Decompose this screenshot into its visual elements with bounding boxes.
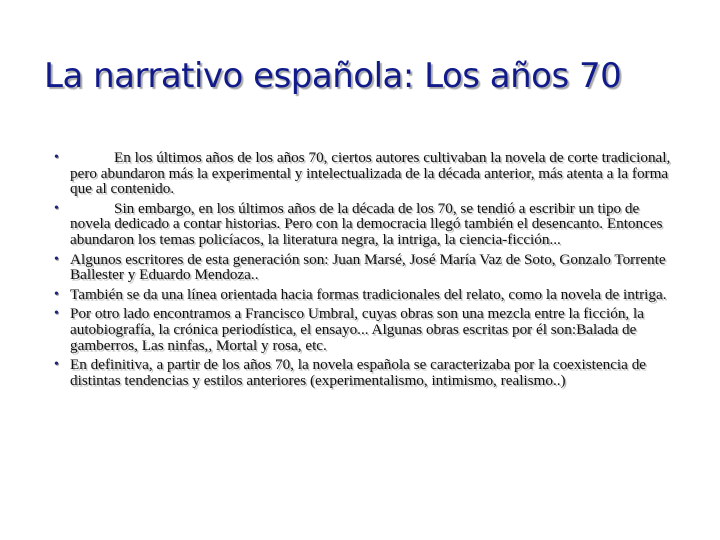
- bullet-icon: •: [54, 286, 59, 302]
- bullet-icon: •: [54, 357, 59, 373]
- bullet-item-1: [48, 150, 678, 197]
- bullet-icon: •: [54, 150, 59, 165]
- bullet-text-4: También se da una línea orientada hacia formas tradicionales del relato, como la novela de intriga.: [70, 285, 667, 303]
- bullet-item-3: [48, 252, 678, 283]
- bullet-icon: •: [54, 251, 59, 267]
- bullet-item-5: [48, 306, 678, 353]
- bullet-text-3: Algunos escritores de esta generación son: Juan Marsé, José María Vaz de Soto, Gonzalo Torrente Ballester y Eduardo Mendoza..: [70, 250, 666, 284]
- bullet-item-2: [48, 201, 678, 248]
- bullet-item-6: [48, 357, 678, 388]
- bullet-text-6: En definitiva, a partir de los años 70, la novela española se caracterizaba por la coexistencia de distintas tendencias y estilos anteriores (experimentalismo, intimismo, realismo..): [70, 356, 647, 389]
- bullet-text-5: Por otro lado encontramos a Francisco Umbral, cuyas obras son una mezcla entre la ficción, la autobiografía, la crónica periodística, el ensayo... Algunas obras escritas por él son:Balada de gamberros, Las ninfas,, Mortal y rosa, etc.: [70, 305, 644, 354]
- bullet-icon: •: [54, 306, 59, 322]
- bullet-icon: •: [54, 200, 59, 216]
- slide-title: La narrativo española: Los años 70: [44, 56, 622, 96]
- bullet-text-1: En los últimos años de los años 70, ciertos autores cultivaban la novela de corte tradicional, pero abundaron más la experimental y intelectualizada de la década anterior, más atenta a la forma que al contenido.: [70, 149, 671, 198]
- bullet-text-2: Sin embargo, en los últimos años de la década de los 70, se tendió a escribir un tipo de novela dedicado a contar historias. Pero con la democracia llegó también el desencanto. Entonces abundaron los temas policíacos, la literatura negra, la intriga, la ciencia-ficción...: [70, 199, 663, 248]
- bullet-item-4: [48, 287, 678, 303]
- bullet-list: [48, 150, 678, 392]
